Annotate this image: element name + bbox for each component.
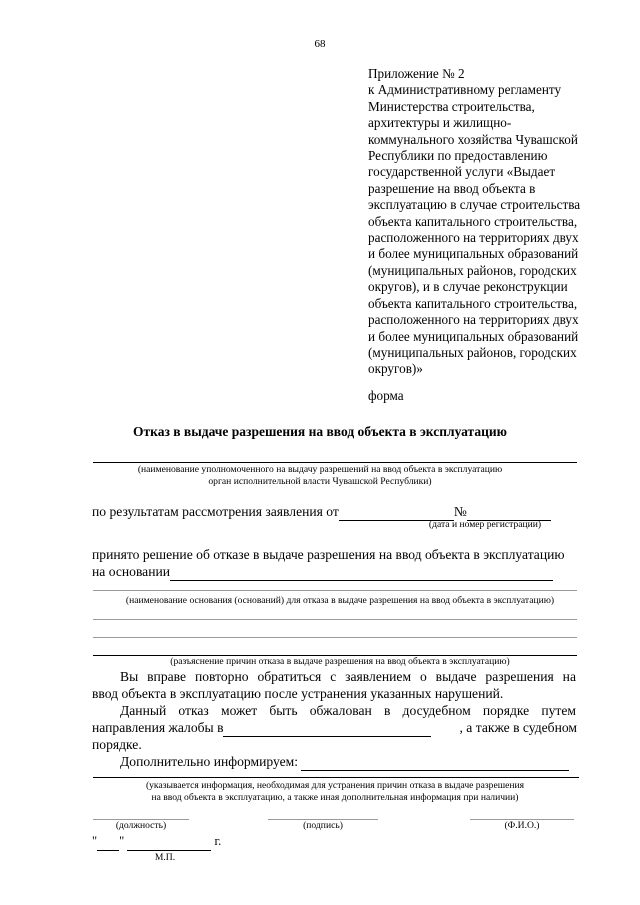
appendix-line: округов), и в случае реконструкции xyxy=(368,279,568,295)
grounds-line[interactable] xyxy=(93,590,577,591)
appendix-line: объекта капитального строительства, xyxy=(368,213,578,229)
appendix-line: государственной услуги «Выдает xyxy=(368,164,556,180)
appendix-line: коммунального хозяйства Чувашской xyxy=(368,131,578,147)
additional-info-line xyxy=(120,753,569,771)
paragraph-1-line-2: ввод объекта в эксплуатацию после устранения указанных нарушений. xyxy=(92,686,504,701)
appendix-line: Республики по предоставлению xyxy=(368,148,548,164)
additional-info-line-2[interactable] xyxy=(93,777,579,778)
decision-line-1: принято решение об отказе в выдаче разрешения на ввод объекта в эксплуатацию xyxy=(92,547,565,562)
appendix-line: разрешение на ввод объекта в xyxy=(368,180,536,196)
appendix-line: (муниципальных районов, городских xyxy=(368,262,577,278)
appendix-line: округов)» xyxy=(368,361,423,377)
page-number: 68 xyxy=(314,38,326,50)
appendix-line: (муниципальных районов, городских xyxy=(368,344,577,360)
paragraph-2-line-2 xyxy=(92,719,577,737)
day-field[interactable] xyxy=(97,833,119,851)
signature-caption: (подпись) xyxy=(303,820,343,831)
stamp-label: М.П. xyxy=(154,852,176,863)
appendix-line: архитектуры и жилищно- xyxy=(368,115,512,131)
number-sign: № xyxy=(453,504,467,519)
appendix-line: эксплуатацию в случае строительства xyxy=(368,197,581,213)
position-caption: (должность) xyxy=(115,820,167,831)
court-text: , а также в судебном xyxy=(459,720,577,735)
complaint-text: направления жалобы в xyxy=(92,719,431,737)
authority-caption: (наименование уполномоченного на выдачу разрешений на ввод объекта в эксплуатацию орган исполнительной власти Чувашской Республики) xyxy=(137,464,503,487)
complaint-body-field[interactable] xyxy=(223,719,431,737)
name-caption: (Ф.И.О.) xyxy=(504,820,540,831)
appendix-block xyxy=(368,66,603,378)
additional-info-text: Дополнительно информируем: xyxy=(120,754,298,769)
paragraph-2-line-3: порядке. xyxy=(92,737,142,752)
month-field[interactable] xyxy=(127,833,211,851)
explanation-line[interactable] xyxy=(93,637,577,638)
document-title: Отказ в выдаче разрешения на ввод объекта в эксплуатацию xyxy=(133,424,507,439)
form-label: форма xyxy=(368,388,404,403)
application-text: по результатам рассмотрения заявления от xyxy=(92,504,339,519)
appendix-line: расположенного на территориях двух xyxy=(368,312,579,328)
paragraph-1-line-1: Вы вправе повторно обратиться с заявлением о выдаче разрешения на xyxy=(120,669,576,684)
appendix-line: и более муниципальных образований xyxy=(368,246,579,262)
additional-info-caption: (указывается информация, необходимая для устранения причин отказа в выдаче разрешения на ввод объекта в эксплуатацию, а также иная дополнительная информация при наличии) xyxy=(145,780,525,803)
appendix-line: Приложение № 2 xyxy=(368,66,465,81)
appendix-line: объекта капитального строительства, xyxy=(368,295,578,311)
appendix-line: и более муниципальных образований xyxy=(368,328,579,344)
year-suffix: г. xyxy=(214,834,222,848)
explanation-line[interactable] xyxy=(93,619,577,620)
date-line: " " г. xyxy=(92,833,221,851)
registration-caption: (дата и номер регистрации) xyxy=(428,519,542,530)
additional-info-field[interactable] xyxy=(301,753,569,771)
appendix-line: Министерства строительства, xyxy=(368,98,535,114)
explanation-caption: (разъяснение причин отказа в выдаче разрешения на ввод объекта в эксплуатацию) xyxy=(170,656,510,667)
grounds-caption: (наименование основания (оснований) для отказа в выдаче разрешения на ввод объекта в эксплуатацию) xyxy=(125,595,555,606)
decision-line-2 xyxy=(92,563,553,581)
appendix-line: к Административному регламенту xyxy=(368,82,562,98)
authority-name-line[interactable] xyxy=(93,462,577,463)
decision-basis-text: на основании xyxy=(92,564,171,579)
paragraph-2-line-1: Данный отказ может быть обжалован в досудебном порядке путем xyxy=(120,703,576,718)
appendix-line: расположенного на территориях двух xyxy=(368,230,579,246)
decision-basis-field[interactable] xyxy=(170,563,553,581)
